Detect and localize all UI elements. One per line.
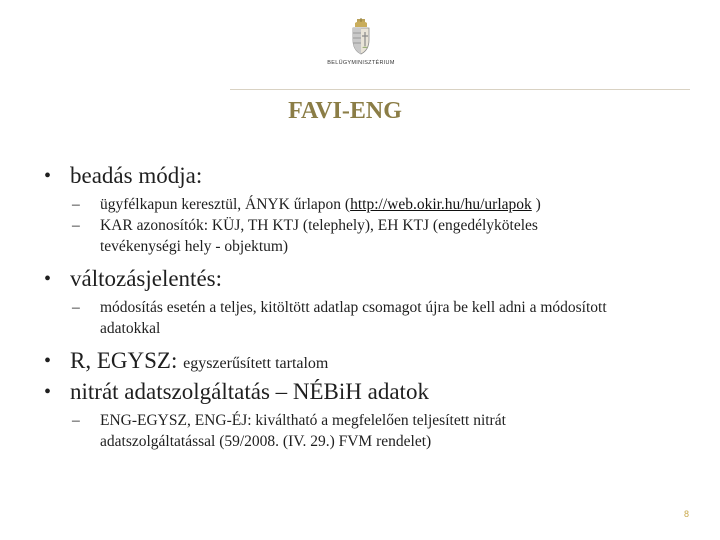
hungarian-coat-of-arms-icon [349,18,373,56]
ministry-logo [316,18,406,74]
bullet-small-text: egyszerűsített tartalom [183,355,329,372]
sub-bullet-dash: – [72,299,80,316]
slide-content [44,162,684,452]
sub-bullet-dash: – [72,217,80,234]
header-divider [230,89,690,90]
sub-bullet-text: ) [531,196,541,213]
bullet-dot: • [44,165,52,187]
sub-bullet-text: KAR azonosítók: KÜJ, TH KTJ (telephely), EH KTJ (engedélyköteles tevékenységi hely - objektum) [100,217,538,255]
sub-bullet-item [44,194,620,215]
bullet-text: változásjelentés: [70,266,222,291]
page-number: 8 [684,509,690,519]
bullet-item [44,162,684,190]
slide-title: FAVI-ENG [288,98,402,124]
bullet-item [44,378,684,406]
sub-bullet-text: módosítás esetén a teljes, kitöltött adatlap csomagot újra be kell adni a módosított adatokkal [100,299,607,337]
sub-bullet-item [44,297,620,339]
bullet-dot: • [44,350,52,372]
sub-bullet-dash: – [72,196,80,213]
urlapok-link[interactable]: http://web.okir.hu/hu/urlapok [350,196,532,213]
bullet-text: nitrát adatszolgáltatás – NÉBiH adatok [70,379,429,404]
bullet-item [44,265,684,293]
bullet-text: R, EGYSZ: [70,348,184,373]
sub-bullet-item [44,215,620,257]
ministry-name: BELÜGYMINISZTÉRIUM [327,60,395,66]
sub-bullet-item [44,410,620,452]
sub-bullet-dash: – [72,412,80,429]
sub-bullet-text: ügyfélkapun keresztül, ÁNYK űrlapon ( [100,196,351,213]
sub-bullet-text: ENG-EGYSZ, ENG-ÉJ: kiváltható a megfelelően teljesített nitrát adatszolgáltatással (59/2008. (IV. 29.) FVM rendelet) [100,412,506,450]
bullet-dot: • [44,381,52,403]
bullet-item [44,347,684,378]
bullet-text: beadás módja: [70,163,203,188]
bullet-dot: • [44,268,52,290]
